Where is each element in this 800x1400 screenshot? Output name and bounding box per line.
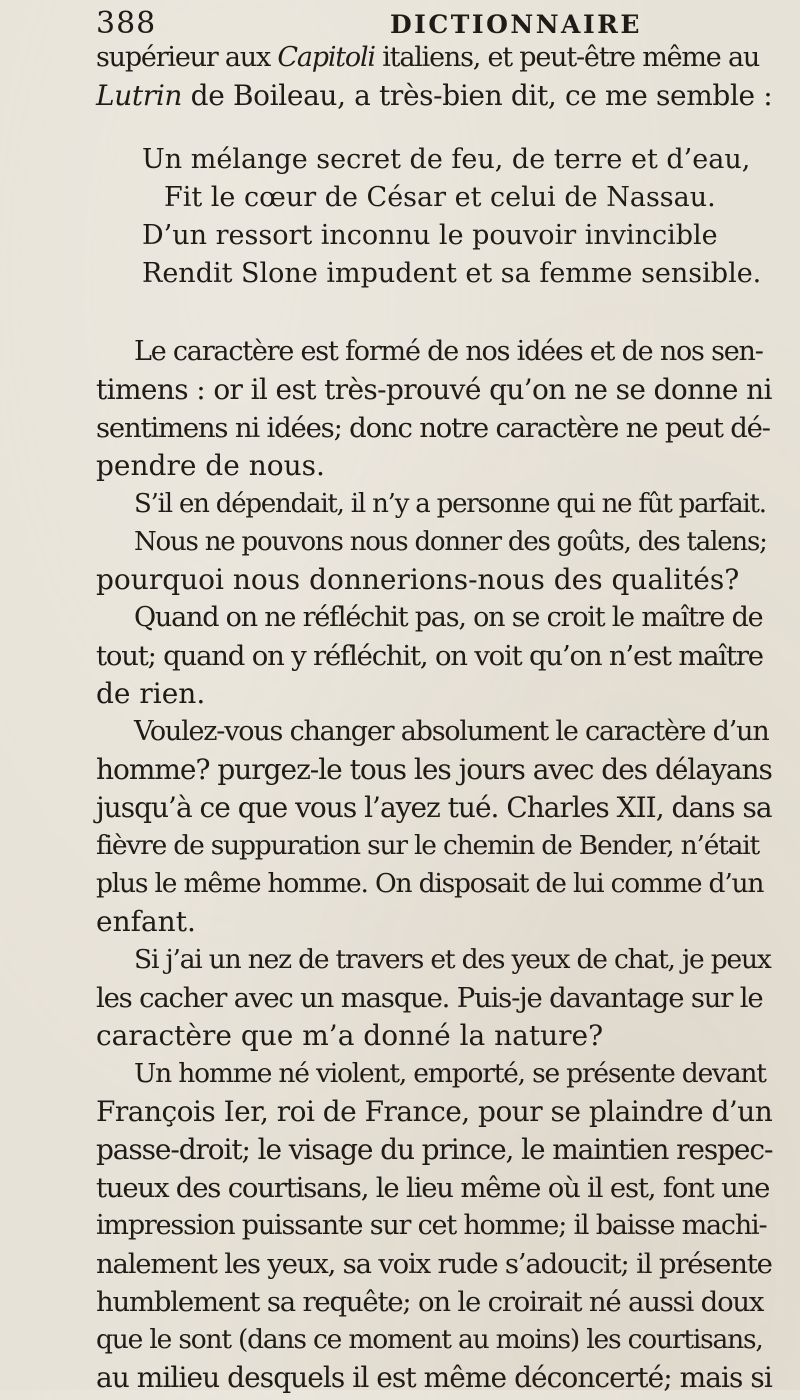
page-number: 388 [96,6,157,41]
paragraph-line: sentimens ni idées; donc notre caractère ne peut dé- [96,412,770,444]
paragraph-line: tueux des courtisans, le lieu même où il est, font une [96,1172,770,1204]
intro-line-2: Lutrin de Boileau, a très-bien dit, ce me semble : [96,79,773,112]
paragraph-line: Voulez-vous changer absolument le caractère d’un [134,716,769,747]
paragraph-line: de rien. [96,677,206,710]
paragraph-line: Le caractère est formé de nos idées et de nos sen- [134,336,763,367]
paragraph-line: impression puissante sur cet homme; il baisse machi- [96,1210,767,1241]
verse-line-1: Un mélange secret de feu, de terre et d’eau, [142,144,751,175]
paragraph-line: au milieu desquels il est même déconcerté; mais si [96,1361,772,1394]
paragraph-line: tout; quand on y réfléchit, on voit qu’on n’est maître [96,640,763,672]
paragraph-line: fièvre de suppuration sur le chemin de Bender, n’était [96,830,759,861]
paragraph-line: caractère que m’a donné la nature? [96,1019,604,1052]
paragraph-line: François Ier, roi de France, pour se plaindre d’un [96,1095,773,1128]
paragraph-line: enfant. [96,905,196,938]
paragraph-line: plus le même homme. On disposait de lui comme d’un [96,868,764,899]
italic-title: Lutrin [96,79,183,112]
verse-line-4: Rendit Slone impudent et sa femme sensible. [142,258,762,289]
paragraph-line: Quand on ne réfléchit pas, on se croit le maître de [134,602,763,633]
paragraph-line: Si j’ai un nez de travers et des yeux de chat, je peux [134,944,771,975]
paragraph-line: que le sont (dans ce moment au moins) les courtisans, [96,1324,763,1355]
paragraph-line: pendre de nous. [96,449,325,482]
paragraph-line: passe-droit; le visage du prince, le maintien respec- [96,1133,773,1166]
paragraph-line: nalement les yeux, sa voix rude s’adoucit; il présente [96,1248,772,1280]
intro-line-1: supérieur aux Capitoli italiens, et peut-être même au [96,42,760,73]
paragraph-line: homme? purgez-le tous les jours avec des délayans [96,753,772,786]
paragraph-line: Nous ne pouvons nous donner des goûts, des talens; [134,527,767,557]
paragraph-line: S’il en dépendait, il n’y a personne qui ne fût parfait. [134,489,766,519]
running-title: DICTIONNAIRE [390,10,642,39]
paragraph-line: humblement sa requête; on le croirait né aussi doux [96,1286,764,1318]
paragraph-line: timens : or il est très-prouvé qu’on ne se donne ni [96,373,772,406]
paragraph-line: jusqu’à ce que vous l’ayez tué. Charles XII, dans sa [96,791,772,824]
verse-line-2: Fit le cœur de César et celui de Nassau. [164,182,716,213]
paragraph-line: Un homme né violent, emporté, se présente devant [134,1058,766,1089]
paragraph-line: les cacher avec un masque. Puis-je davantage sur le [96,982,763,1014]
italic-title: Capitoli [277,42,375,73]
verse-line-3: D’un ressort inconnu le pouvoir invincible [142,220,718,251]
paragraph-line: pourquoi nous donnerions-nous des qualités? [96,563,740,596]
